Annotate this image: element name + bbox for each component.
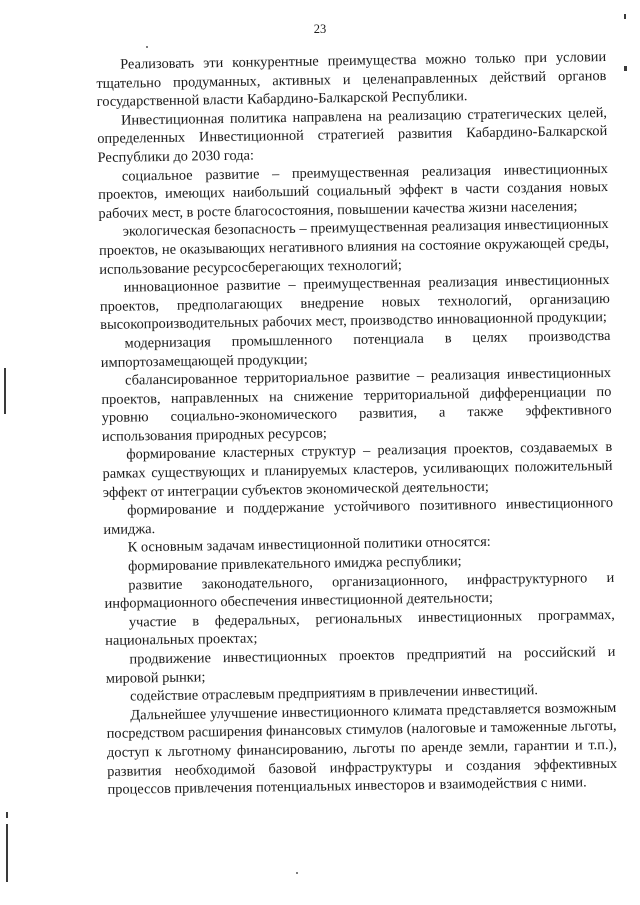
paragraph-11: формирование привлекательного имиджа республики; bbox=[127, 553, 462, 575]
paragraph-15: содействие отраслевым предприятиям в привлечении инвестиций. bbox=[129, 682, 539, 705]
scan-mark-right-dot bbox=[624, 66, 627, 71]
body-text bbox=[96, 48, 618, 800]
scan-mark-left-upper bbox=[4, 368, 6, 414]
paragraph-6: модернизация промышленного потенциала в целях производства импортозамещающей продукции; bbox=[100, 327, 611, 371]
paragraph-14: продвижение инвестиционных проектов предприятий на российский и мировой рынки; bbox=[105, 643, 616, 687]
paragraph-8: формирование кластерных структур – реализация проектов, создаваемых в рамках существующих и планируемых кластеров, усиливающих положительный эффект от интеграции субъектов экономической деятельности; bbox=[102, 439, 613, 501]
paragraph-13: участие в федеральных, региональных инвестиционных программах, национальных проектах; bbox=[105, 606, 615, 650]
paragraph-1: Реализовать эти конкурентные преимущества можно только при условии тщательно продуманных, активных и целенаправленных действий органов государственной власти Кабардино-Балкарской Республики. bbox=[96, 48, 607, 111]
scan-mark-right-top bbox=[624, 14, 626, 19]
page-number: 23 bbox=[313, 22, 327, 36]
paragraph-9: формирование и поддержание устойчивого позитивного инвестиционного имиджа. bbox=[103, 495, 614, 538]
paragraph-2: Инвестиционная политика направлена на реализацию стратегических целей, определенных Инвестиционной стратегией развития Кабардино-Балкарской Республики до 2030 года: bbox=[97, 104, 608, 166]
paragraph-3: социальное развитие – преимущественная реализация инвестиционных проектов, имеющих наибольший социальный эффект в части создания новых рабочих мест, в росте благосостояния, повышении качества жизни населения; bbox=[98, 160, 609, 222]
scan-speck bbox=[296, 872, 298, 874]
scan-mark-left-dot bbox=[6, 812, 8, 818]
scan-mark-left-lower bbox=[6, 824, 8, 882]
paragraph-5: инновационное развитие – преимущественная реализация инвестиционных проектов, предполагающих внедрение новых технологий, организацию высокопроизводительных рабочих мест, производство инновационной продукции; bbox=[99, 272, 611, 334]
paragraph-12: развитие законодательного, организационного, инфраструктурного и информационного обеспечения инвестиционной деятельности; bbox=[104, 569, 615, 613]
scan-speck bbox=[146, 46, 148, 48]
paragraph-7: сбалансированное территориальное развитие – реализация инвестиционных проектов, направленных на снижение территориальной дифференциации по уровню социально-экономического развития, а также эффективного использования природных ресурсов; bbox=[101, 365, 612, 445]
paragraph-16: Дальнейшее улучшение инвестиционного климата представляется возможным посредством расширения финансовых стимулов (налоговые и таможенные льготы, доступ к льготному финансированию, льготы по аренде земли, гарантии и т.п.), развития необходимой базовой инфраструктуры и создания эффективных процессов привлечения потенциальных инвесторов и взаимодействия с ними. bbox=[106, 699, 618, 799]
paragraph-10: К основным задачам инвестиционной политики относятся: bbox=[127, 534, 491, 556]
paragraph-4: экологическая безопасность – преимущественная реализация инвестиционных проектов, не оказывающих негативного влияния на состояние окружающей среды, использование ресурсосберегающих технологий; bbox=[98, 216, 610, 278]
